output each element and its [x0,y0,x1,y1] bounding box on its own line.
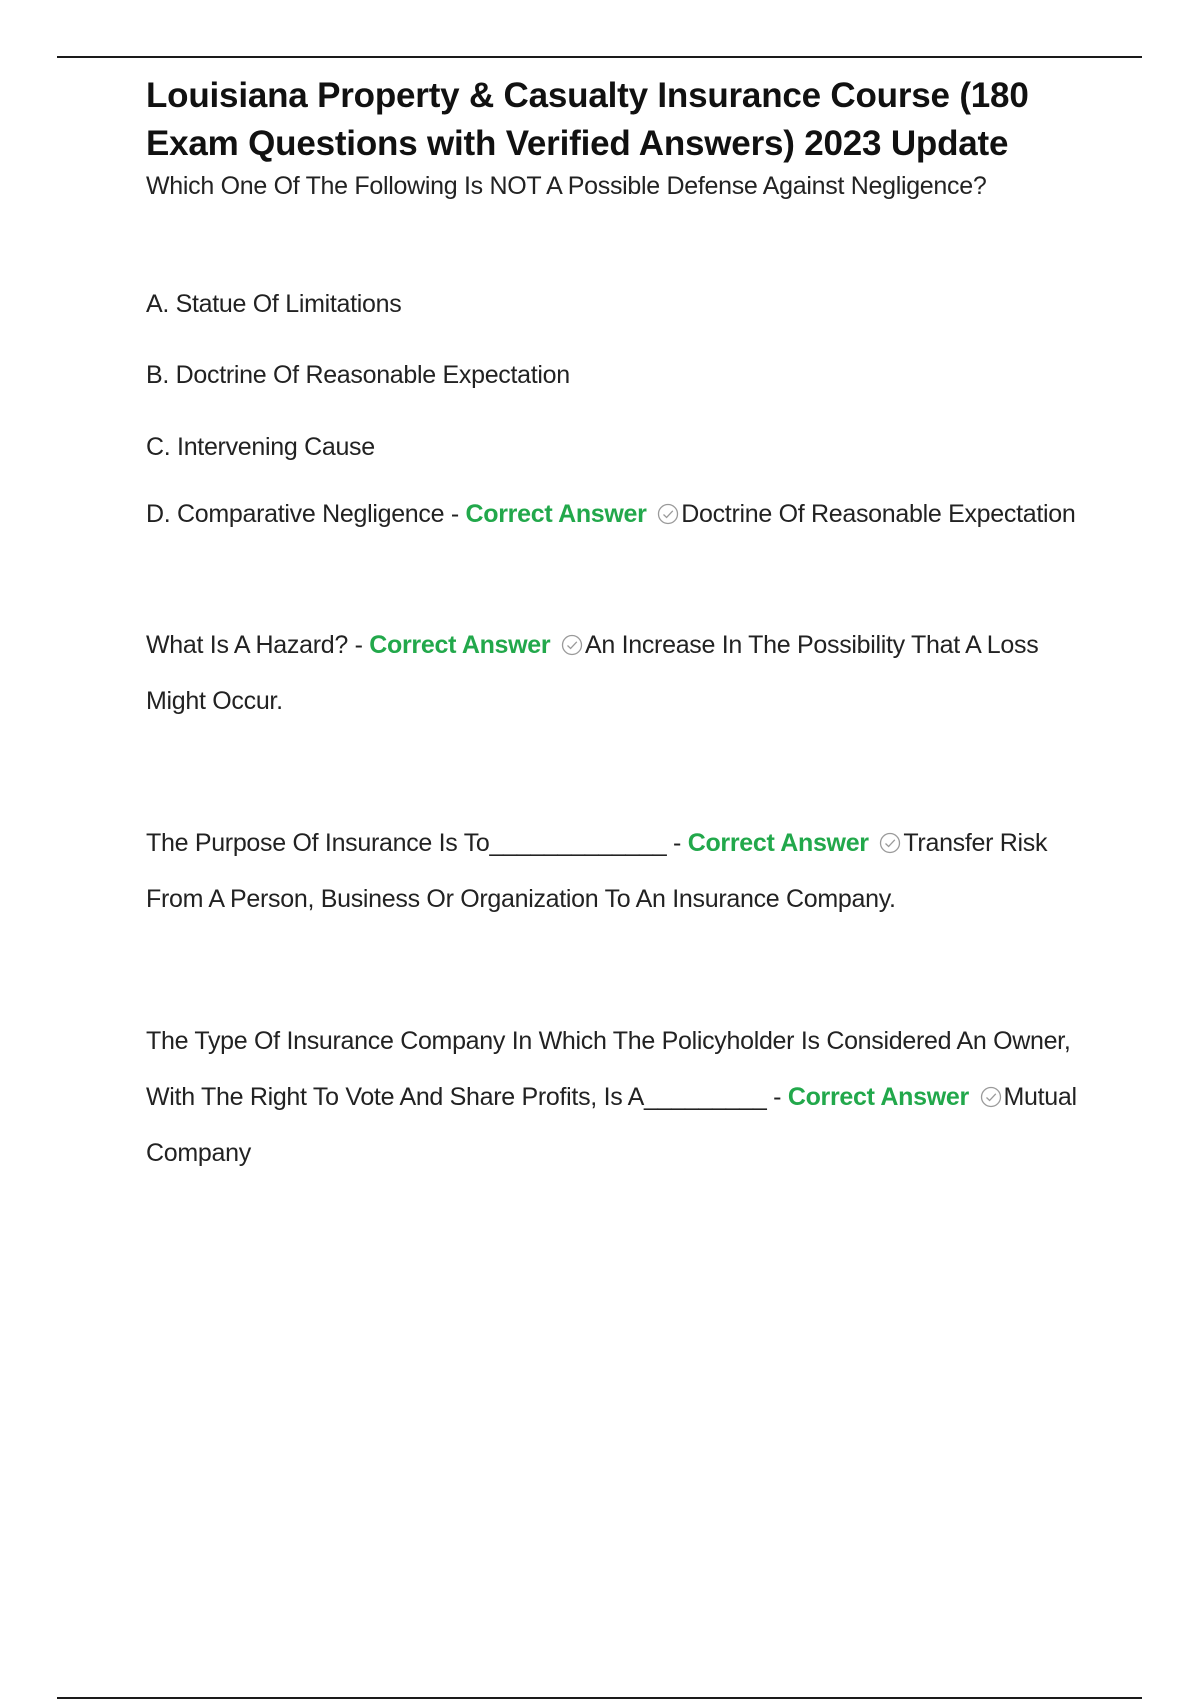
question-3-answer: Transfer Risk From A Person, Business Or Organization To An Insurance Company. [146,829,1048,913]
question-1-text: Which One Of The Following Is NOT A Possible Defense Against Negligence? [146,172,987,200]
question-2-answer: An Increase In The Possibility That A Loss Might Occur. [146,631,1039,715]
question-1-option-d [146,486,1096,542]
document-body [146,72,1096,1181]
check-circle-icon [879,832,901,854]
check-circle-icon [980,1086,1002,1108]
check-circle-icon [561,634,583,656]
document-title: Louisiana Property & Casualty Insurance Course (180 Exam Questions with Verified Answers) 2023 Update [146,76,1029,163]
correct-answer-label: Correct Answer [465,500,647,528]
bottom-rule [57,1697,1142,1699]
spacer [146,203,1096,287]
question-3 [146,815,1096,927]
question-1-option-c: C. Intervening Cause [146,433,375,461]
correct-answer-label: Correct Answer [787,1083,969,1111]
correct-answer-label: Correct Answer [369,631,551,659]
question-1 [146,169,1096,542]
question-1-option-a: A. Statue Of Limitations [146,290,402,318]
question-1-option-b: B. Doctrine Of Reasonable Expectation [146,361,570,389]
top-rule [57,56,1142,58]
question-4-text: The Type Of Insurance Company In Which The Policyholder Is Considered An Owner, With The Right To Vote And Share Profits, Is A_________ - [146,1027,1071,1111]
check-circle-icon [657,503,679,525]
question-3-text: The Purpose Of Insurance Is To_____________ - [146,829,682,857]
question-1-option-d-label: D. Comparative Negligence - [146,500,459,528]
question-2-text: What Is A Hazard? - [146,631,363,659]
question-4-answer: Mutual Company [146,1083,1077,1167]
question-1-answer: Doctrine Of Reasonable Expectation [681,500,1076,528]
question-4 [146,1013,1096,1181]
question-2 [146,617,1096,729]
correct-answer-label: Correct Answer [687,829,869,857]
